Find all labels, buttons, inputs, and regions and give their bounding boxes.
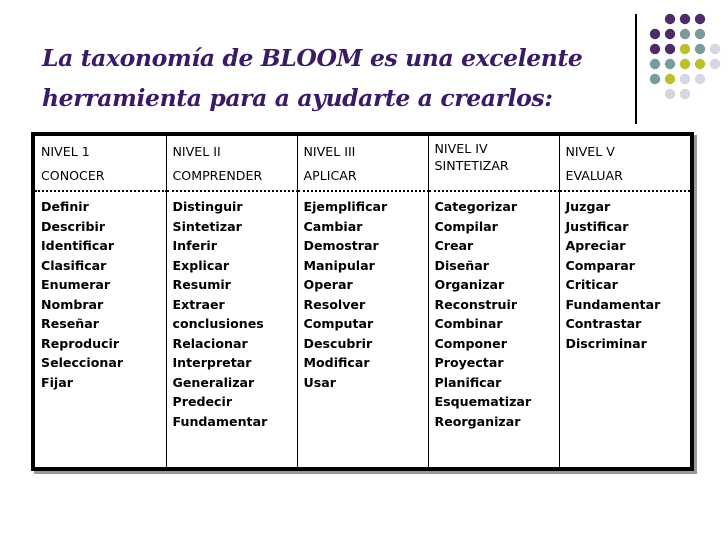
verb-item: Predecir xyxy=(172,394,233,409)
verb-item: Interpretar xyxy=(172,355,252,370)
decorative-dot xyxy=(680,29,690,39)
verb-item: Demostrar xyxy=(303,238,379,253)
verb-item: Reconstruir xyxy=(434,296,518,312)
level-name: COMPRENDER xyxy=(172,168,263,183)
level-label: NIVEL IV xyxy=(434,141,488,156)
title-line-2: herramienta para a ayudarte a crearlos: xyxy=(42,84,553,112)
verbs-cell-level-5 xyxy=(559,191,690,467)
decorative-dot xyxy=(695,44,705,54)
decorative-dot xyxy=(680,14,690,24)
verb-item: Inferir xyxy=(172,238,217,253)
verb-item: Reseñar xyxy=(41,316,99,331)
verb-item: Modificar xyxy=(303,355,370,370)
verb-item: Fijar xyxy=(41,374,73,390)
verb-item: Identificar xyxy=(41,238,115,253)
decorative-dot xyxy=(650,44,660,54)
verb-item: Distinguir xyxy=(172,199,243,214)
verb-item: Contrastar xyxy=(565,316,642,331)
verb-item: Clasificar xyxy=(41,257,107,273)
decorative-dot xyxy=(650,29,660,39)
verb-item: Compilar xyxy=(434,218,498,234)
verb-item: Categorizar xyxy=(434,199,518,214)
verb-item: Crear xyxy=(434,238,474,253)
verbs-cell-level-2 xyxy=(166,191,297,467)
verb-item: Descubrir xyxy=(303,335,373,351)
verb-item: Seleccionar xyxy=(41,355,124,370)
verb-item: Manipular xyxy=(303,257,375,273)
verb-item: Planificar xyxy=(434,374,502,390)
decorative-dot xyxy=(695,59,705,69)
decorative-dot xyxy=(695,14,705,24)
decorative-dot xyxy=(650,59,660,69)
table-header-row xyxy=(35,136,690,191)
decorative-dot xyxy=(680,59,690,69)
decorative-dot xyxy=(680,44,690,54)
verb-item: Fundamentar xyxy=(565,296,661,312)
verb-item: Organizar xyxy=(434,277,505,292)
decorative-dot xyxy=(665,59,675,69)
verb-item: Nombrar xyxy=(41,296,104,312)
level-name: EVALUAR xyxy=(565,168,623,183)
level-label: NIVEL III xyxy=(303,144,356,159)
verb-item: Componer xyxy=(434,335,507,351)
verb-item: Explicar xyxy=(172,257,230,273)
decorative-dot xyxy=(695,74,705,84)
dot-grid-graphic xyxy=(648,12,728,122)
slide-title xyxy=(42,38,622,118)
verb-item: Enumerar xyxy=(41,277,111,292)
verb-item: Computar xyxy=(303,316,374,331)
vertical-divider xyxy=(635,14,637,124)
decorative-dot xyxy=(665,89,675,99)
verb-item: conclusiones xyxy=(172,316,264,331)
decorative-dot xyxy=(665,29,675,39)
decorative-dot xyxy=(695,29,705,39)
verb-item: Extraer xyxy=(172,296,225,312)
level-label: NIVEL V xyxy=(565,144,615,159)
decorative-dot xyxy=(650,74,660,84)
decorative-dot xyxy=(710,44,720,54)
verb-item: Cambiar xyxy=(303,218,363,234)
level-name: APLICAR xyxy=(303,168,357,183)
verbs-cell-level-4 xyxy=(428,191,559,467)
verb-item: Combinar xyxy=(434,316,503,331)
decorative-dot xyxy=(680,74,690,84)
verb-item: Resolver xyxy=(303,296,366,312)
verb-item: Definir xyxy=(41,199,89,214)
verb-item: Comparar xyxy=(565,257,635,273)
verb-item: Discriminar xyxy=(565,335,647,351)
level-name: CONOCER xyxy=(41,168,105,183)
bloom-taxonomy-table xyxy=(31,132,694,471)
verb-item: Describir xyxy=(41,218,106,234)
verb-item: Esquematizar xyxy=(434,394,532,409)
verb-item: Proyectar xyxy=(434,355,504,370)
verb-item: Criticar xyxy=(565,277,618,292)
verb-item: Justificar xyxy=(565,218,629,234)
verb-item: Fundamentar xyxy=(172,413,268,429)
verbs-cell-level-3 xyxy=(297,191,428,467)
level-label: NIVEL II xyxy=(172,144,221,159)
verb-item: Reorganizar xyxy=(434,413,521,429)
level-label: NIVEL 1 xyxy=(41,144,90,159)
verb-item: Ejemplificar xyxy=(303,199,388,214)
table-body-row xyxy=(35,191,690,467)
verb-item: Juzgar xyxy=(565,199,611,214)
verb-item: Relacionar xyxy=(172,335,248,351)
decorative-dot-grid xyxy=(648,12,728,122)
decorative-dot xyxy=(665,74,675,84)
decorative-dot xyxy=(680,89,690,99)
verb-item: Sintetizar xyxy=(172,218,242,234)
header-cell-level-3 xyxy=(297,136,428,191)
title-line-1: La taxonomía de BLOOM es una excelente xyxy=(42,44,583,72)
verbs-cell-level-1 xyxy=(35,191,166,467)
verb-item: Operar xyxy=(303,277,353,292)
verb-item: Apreciar xyxy=(565,238,626,253)
header-cell-level-1 xyxy=(35,136,166,191)
verb-item: Generalizar xyxy=(172,374,255,390)
header-cell-level-5 xyxy=(559,136,690,191)
decorative-dot xyxy=(665,44,675,54)
header-cell-level-4 xyxy=(428,136,559,191)
decorative-dot xyxy=(665,14,675,24)
decorative-dot xyxy=(710,59,720,69)
verb-item: Diseñar xyxy=(434,257,489,273)
level-name: SINTETIZAR xyxy=(434,158,509,173)
header-cell-level-2 xyxy=(166,136,297,191)
verb-item: Reproducir xyxy=(41,335,120,351)
verb-item: Usar xyxy=(303,374,336,390)
taxonomy-table xyxy=(35,136,690,467)
verb-item: Resumir xyxy=(172,277,231,292)
